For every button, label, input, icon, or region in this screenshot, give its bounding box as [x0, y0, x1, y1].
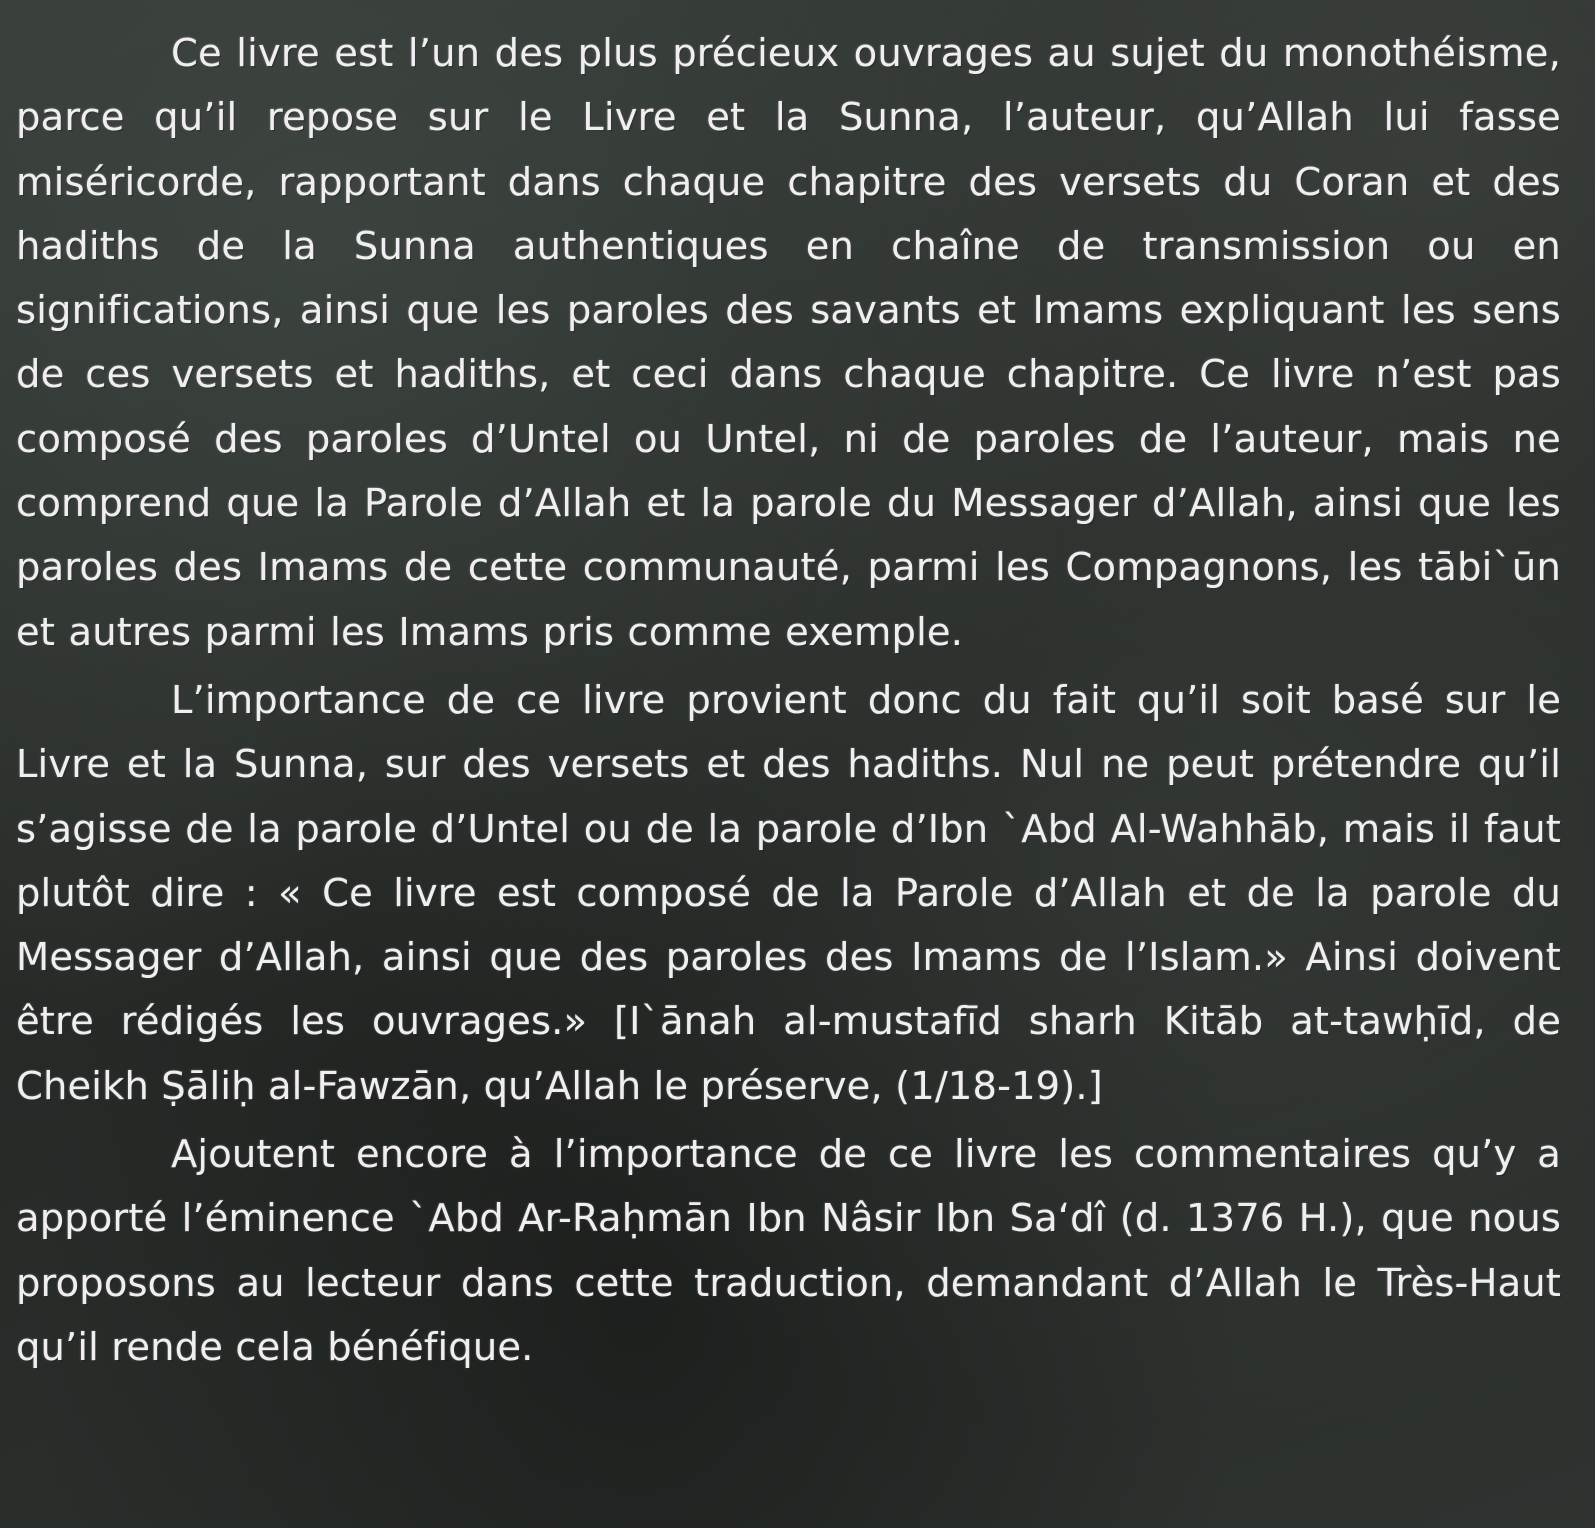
paragraph-2: L’importance de ce livre provient donc du fait qu’il soit basé sur le Livre et la Sunna, sur des versets et des hadiths. Nul ne peut prétendre qu’il s’agisse de la parole d’Untel ou de la parole d’Ibn `Abd Al-Wahhāb, mais il faut plutôt dire : « Ce livre est composé de la Parole d’Allah et de la parole du Messager d’Allah, ainsi que des paroles des Imams de l’Islam.» Ainsi doivent être rédigés les ouvrages.» [I`ānah al-mustafīd sharh Kitāb at-tawḥīd, de Cheikh Ṣāliḥ al-Fawzān, qu’Allah le préserve, (1/18-19).] [16, 677, 1561, 1109]
paragraph-3: Ajoutent encore à l’importance de ce livre les commentaires qu’y a apporté l’éminence `Abd Ar-Raḥmān Ibn Nâsir Ibn Sa‘dî (d. 1376 H.), que nous proposons au lecteur dans cette traduction, demandant d’Allah le Très-Haut qu’il rende cela bénéfique. [16, 1132, 1561, 1370]
paragraph-1: Ce livre est l’un des plus précieux ouvrages au sujet du monothéisme, parce qu’il repose sur le Livre et la Sunna, l’auteur, qu’Allah lui fasse miséricorde, rapportant dans chaque chapitre des versets du Coran et des hadiths de la Sunna authentiques en chaîne de transmission ou en significations, ainsi que les paroles des savants et Imams expliquant les sens de ces versets et hadiths, et ceci dans chaque chapitre. Ce livre n’est pas composé des paroles d’Untel ou Untel, ni de paroles de l’auteur, mais ne comprend que la Parole d’Allah et la parole du Messager d’Allah, ainsi que les paroles des Imams de cette communauté, parmi les Compagnons, les tābi`ūn et autres parmi les Imams pris comme exemple. [16, 31, 1561, 655]
book-page [16, 22, 1561, 1512]
